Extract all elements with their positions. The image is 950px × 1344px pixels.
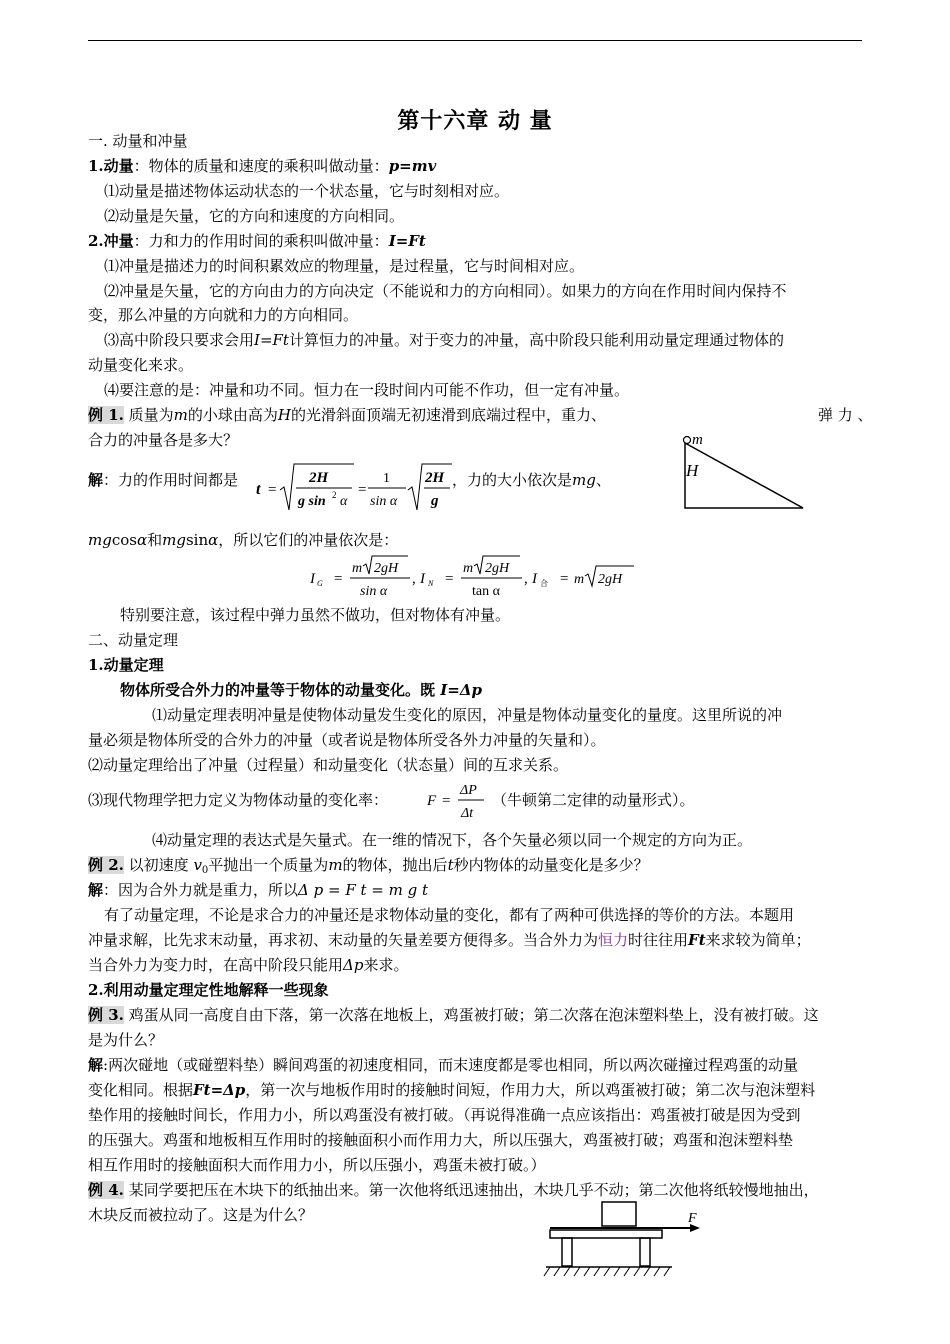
- table-leg-right: [640, 1238, 650, 1266]
- theorem-text: 物体所受合外力的冲量等于物体的动量变化。既: [120, 681, 441, 699]
- ex1-s2-e: mg: [162, 531, 186, 549]
- eq-N: =: [445, 571, 454, 587]
- ex3-q1-text: 鸡蛋从同一高度自由下落，第一次落在地板上，鸡蛋被打破；第二次落在泡沫塑料垫上，没有被打破。这: [123, 1006, 819, 1024]
- impulse-label: 2.冲量: [88, 232, 134, 250]
- num-G-m: m: [352, 561, 363, 576]
- example-1-note: 特别要注意，该过程中弹力虽然不做功，但对物体有冲量。: [120, 606, 511, 624]
- ex3-s1-text: :两次碰地（或碰塑料垫）瞬间鸡蛋的初速度相同，而末速度都是零也相同，所以两次碰撞过程鸡蛋的动量: [103, 1056, 799, 1074]
- I-N: I: [420, 571, 425, 587]
- subsection-heading-2: 2.利用动量定理定性地解释一些现象: [88, 981, 329, 999]
- example-3-solution-4: 的压强大。鸡蛋和地板相互作用时的接触面积小而作用力大，所以压强大，鸡蛋被打破；鸡蛋和泡沫塑料垫: [88, 1131, 794, 1149]
- impulse-point-3-post: 计算恒力的冲量。对于变力的冲量，高中阶段只能利用动量定理通过物体的: [288, 331, 784, 349]
- example-3-solution-3: 垫作用的接触时间长，作用力小，所以鸡蛋没有被打破。（再说得准确一点应该指出：鸡蛋被打破是因为受到: [88, 1106, 801, 1124]
- example-2-label: 例 2.: [88, 856, 124, 874]
- formula-g: g: [431, 493, 439, 509]
- comma-1: ,: [412, 571, 416, 587]
- impulse-point-1: ⑴冲量是描述力的时间积累效应的物理量，是过程量，它与时间相对应。: [104, 257, 585, 275]
- I-he: I: [532, 571, 537, 587]
- formula-one: 1: [383, 471, 390, 486]
- example-1-question-line-2: 合力的冲量各是多大？: [88, 431, 239, 449]
- impulse-formula: I=Ft: [388, 232, 426, 250]
- formula-F-eq: =: [442, 793, 451, 809]
- sub-he: 合: [540, 579, 548, 588]
- force-label-F: F: [688, 1211, 697, 1226]
- eq-he: =: [560, 571, 569, 587]
- example-3-solution-2: [88, 1080, 815, 1100]
- ex2-solution-label: 解: [88, 881, 104, 899]
- ex1-s2-d: 和: [147, 531, 163, 549]
- discussion-2-post: 来求较为简单；: [705, 931, 811, 949]
- den-N: tan α: [472, 584, 500, 599]
- chapter-title: 第十六章 动 量: [397, 108, 553, 134]
- example-3-label: 例 3.: [88, 1006, 124, 1024]
- formula-alpha: α: [340, 494, 348, 509]
- section-heading-1: 一. 动量和冲量: [88, 132, 188, 150]
- formula-sin: sin α: [370, 494, 398, 509]
- header-rule: [88, 40, 862, 41]
- formula-F: F: [427, 793, 437, 809]
- den-G: sin α: [360, 584, 388, 599]
- floor-hatching: [544, 1267, 670, 1276]
- formula-F-den: Δt: [461, 806, 474, 821]
- theorem-point-3-pre: ⑶现代物理学把力定义为物体动量的变化率：: [88, 791, 389, 809]
- formula-num-2: 2H: [425, 470, 445, 486]
- example-1-label: 例 1.: [88, 406, 124, 424]
- discussion-line-1: 有了动量定理，不论是求合力的冲量还是求物体动量的变化，都有了两种可供选择的等价的方法。本题用: [104, 906, 795, 924]
- ex1-solution-pre: ：力的作用时间都是: [103, 471, 239, 489]
- ex1-s2-a: mg: [88, 531, 112, 549]
- ex1-solution-label: 解: [88, 471, 104, 489]
- momentum-def-text: ：物体的质量和速度的乘积叫做动量：: [133, 157, 389, 175]
- example-2-question: [88, 855, 649, 881]
- incline-figure: [676, 428, 816, 512]
- eq-G: =: [334, 571, 343, 587]
- wood-block: [602, 1202, 636, 1226]
- num-N-m: m: [463, 561, 474, 576]
- time-formula: [254, 460, 454, 516]
- ex1-text-b: 的小球由高为: [187, 406, 278, 424]
- momentum-label: 1.动量: [88, 157, 134, 175]
- formula-F-num: ΔP: [460, 783, 477, 798]
- ex1-s2-g: α: [208, 531, 219, 549]
- example-4-label: 例 4.: [88, 1181, 124, 1199]
- num-N-body: 2gH: [485, 561, 510, 576]
- ex1-s2-c: α: [136, 531, 148, 549]
- formula-eq-1: =: [268, 482, 277, 498]
- ex1-text-c: 的光滑斜面顶端无初速滑到底端过程中，重力、: [291, 406, 607, 424]
- section-heading-2: 二、动量定理: [88, 631, 179, 649]
- theorem-statement: [120, 680, 482, 700]
- ex3-s2-pre: 变化相同。根据: [88, 1081, 194, 1099]
- ex1-dun: 、: [595, 471, 611, 489]
- subsection-heading-1: 1.动量定理: [88, 656, 164, 674]
- table-leg-left: [562, 1238, 572, 1266]
- ex1-var-H: H: [277, 406, 292, 424]
- impulse-point-3-pre: ⑶高中阶段只要求会用: [104, 331, 255, 349]
- incline-label-H: H: [686, 461, 699, 480]
- comma-2: ,: [524, 571, 528, 587]
- impulse-point-3a: [104, 330, 784, 350]
- theorem-point-1b: 量必须是物体所受的合外力的冲量（或者说是物体所受各外力冲量的矢量和）。: [88, 731, 606, 749]
- he-m: m: [574, 572, 585, 587]
- theorem-point-1a: ⑴动量定理表明冲量是使物体动量发生变化的原因，冲量是物体动量变化的量度。这里所说的冲: [152, 706, 783, 724]
- ex2-var-m: m: [328, 856, 343, 874]
- impulse-def-text: ：力和力的作用时间的乘积叫做冲量：: [133, 232, 389, 250]
- ex2-solution-text: ：因为合外力就是重力，所以: [103, 881, 299, 899]
- ex4-q1-text: 某同学要把压在木块下的纸抽出来。第一次他将纸迅速抽出，木块几乎不动；第二次他将纸较慢地抽出，: [123, 1181, 819, 1199]
- ball-icon: [684, 437, 691, 444]
- ex1-s2-h: ，所以它们的冲量依次是：: [218, 531, 399, 549]
- example-1-solution-line-1: [88, 470, 238, 490]
- example-1-solution-line-1-tail: [452, 470, 611, 490]
- incline-label-m: m: [692, 432, 703, 448]
- theorem-formula: I=Δp: [440, 681, 482, 699]
- momentum-formula: p=mv: [388, 157, 437, 175]
- example-1-question-tail: 弹 力 、: [818, 406, 873, 424]
- formula-t: t: [256, 481, 261, 498]
- ex1-text-a: 质量为: [123, 406, 174, 424]
- discussion-3-pre: 当合外力为变力时，在高中阶段只能用: [88, 956, 344, 974]
- ex2-text-b: 平抛出一个质量为: [208, 856, 329, 874]
- formula-den-1: g sin: [298, 494, 326, 509]
- momentum-point-2: ⑵动量是矢量，它的方向和速度的方向相同。: [104, 207, 405, 225]
- impulse-point-2a: ⑵冲量是矢量，它的方向由力的方向决定（不能说和力的方向相同）。如果力的方向在作用时间内保持不: [104, 282, 787, 300]
- discussion-2-Ft: Ft: [688, 931, 706, 949]
- formula-eq-2: =: [358, 482, 367, 498]
- sub-N: N: [428, 579, 434, 588]
- impulse-point-2b: 变，那么冲量的方向就和力的方向相同。: [88, 306, 359, 324]
- impulse-definition: [88, 231, 426, 251]
- example-3-solution-5: 相互作用时的接触面积大而作用力小，所以压强小，鸡蛋未被打破。）: [88, 1156, 546, 1174]
- paper-pull-figure: [540, 1196, 710, 1282]
- ex2-text-c: 的物体，抛出后: [342, 856, 448, 874]
- ex2-text-a: 以初速度: [123, 856, 194, 874]
- theorem-point-4: ⑷动量定理的表达式是矢量式。在一维的情况下，各个矢量必须以同一个规定的方向为正。: [152, 831, 753, 849]
- example-1-question-line-1: [88, 405, 606, 425]
- ex1-s2-b: cos: [111, 531, 137, 549]
- impulse-point-4: ⑷要注意的是：冲量和功不同。恒力在一段时间内可能不作功，但一定有冲量。: [104, 381, 630, 399]
- ex2-var-t: t: [447, 856, 454, 874]
- momentum-definition: [88, 156, 436, 176]
- impulse-results-formula: [308, 554, 648, 604]
- discussion-3-post: 来求。: [363, 956, 409, 974]
- ex3-s2-formula: Ft=Δp: [193, 1081, 246, 1099]
- example-3-question-1: [88, 1005, 819, 1025]
- discussion-line-3: [88, 955, 408, 975]
- formula-sq: 2: [332, 490, 337, 500]
- ex3-s2-post: ，第一次与地板作用时的接触时间短，作用力大，所以鸡蛋被打破；第二次与泡沫塑料: [245, 1081, 816, 1099]
- discussion-2-link: 恒力: [598, 931, 629, 949]
- example-4-question-2: 木块反而被拉动了。这是为什么？: [88, 1206, 314, 1224]
- example-1-solution-line-2: [88, 530, 398, 550]
- example-3-solution-1: [88, 1055, 798, 1075]
- ex3-solution-label: 解: [88, 1056, 104, 1074]
- impulse-point-3b: 动量变化来求。: [88, 356, 194, 374]
- table-top: [550, 1230, 662, 1238]
- formula-num-1: 2H: [309, 470, 329, 486]
- he-body: 2gH: [598, 572, 623, 587]
- theorem-point-3-post: （牛顿第二定律的动量形式）。: [492, 791, 695, 809]
- ex1-solution-post: ，力的大小依次是: [452, 471, 573, 489]
- discussion-line-2: [88, 930, 811, 950]
- example-3-question-2: 是为什么？: [88, 1031, 164, 1049]
- ex2-sub-0: 0: [201, 865, 209, 876]
- ex1-s2-f: sin: [185, 531, 209, 549]
- sub-G: G: [317, 579, 323, 588]
- discussion-3-dp: Δp: [343, 956, 364, 974]
- ex1-var-m: m: [173, 406, 188, 424]
- momentum-point-1: ⑴动量是描述物体运动状态的一个状态量，它与时刻相对应。: [104, 182, 510, 200]
- discussion-2-pre: 冲量求解，比先求末动量，再求初、末动量的矢量差要方便得多。当合外力为: [88, 931, 599, 949]
- ex2-text-d: 秒内物体的动量变化是多少？: [453, 856, 649, 874]
- I-G: I: [310, 571, 315, 587]
- ex2-solution-formula: Δ p = F t = m g t: [298, 881, 429, 899]
- ex2-var-v: v: [193, 856, 202, 874]
- example-2-solution: [88, 880, 428, 900]
- force-rate-formula: [424, 778, 488, 824]
- discussion-2-mid: 时往往用: [628, 931, 689, 949]
- theorem-point-2: ⑵动量定理给出了冲量（过程量）和动量变化（状态量）间的互求关系。: [88, 756, 569, 774]
- ex1-mg: mg: [572, 471, 596, 489]
- incline-triangle: [685, 443, 803, 508]
- impulse-point-3-formula: I=Ft: [254, 331, 289, 349]
- num-G-body: 2gH: [374, 561, 399, 576]
